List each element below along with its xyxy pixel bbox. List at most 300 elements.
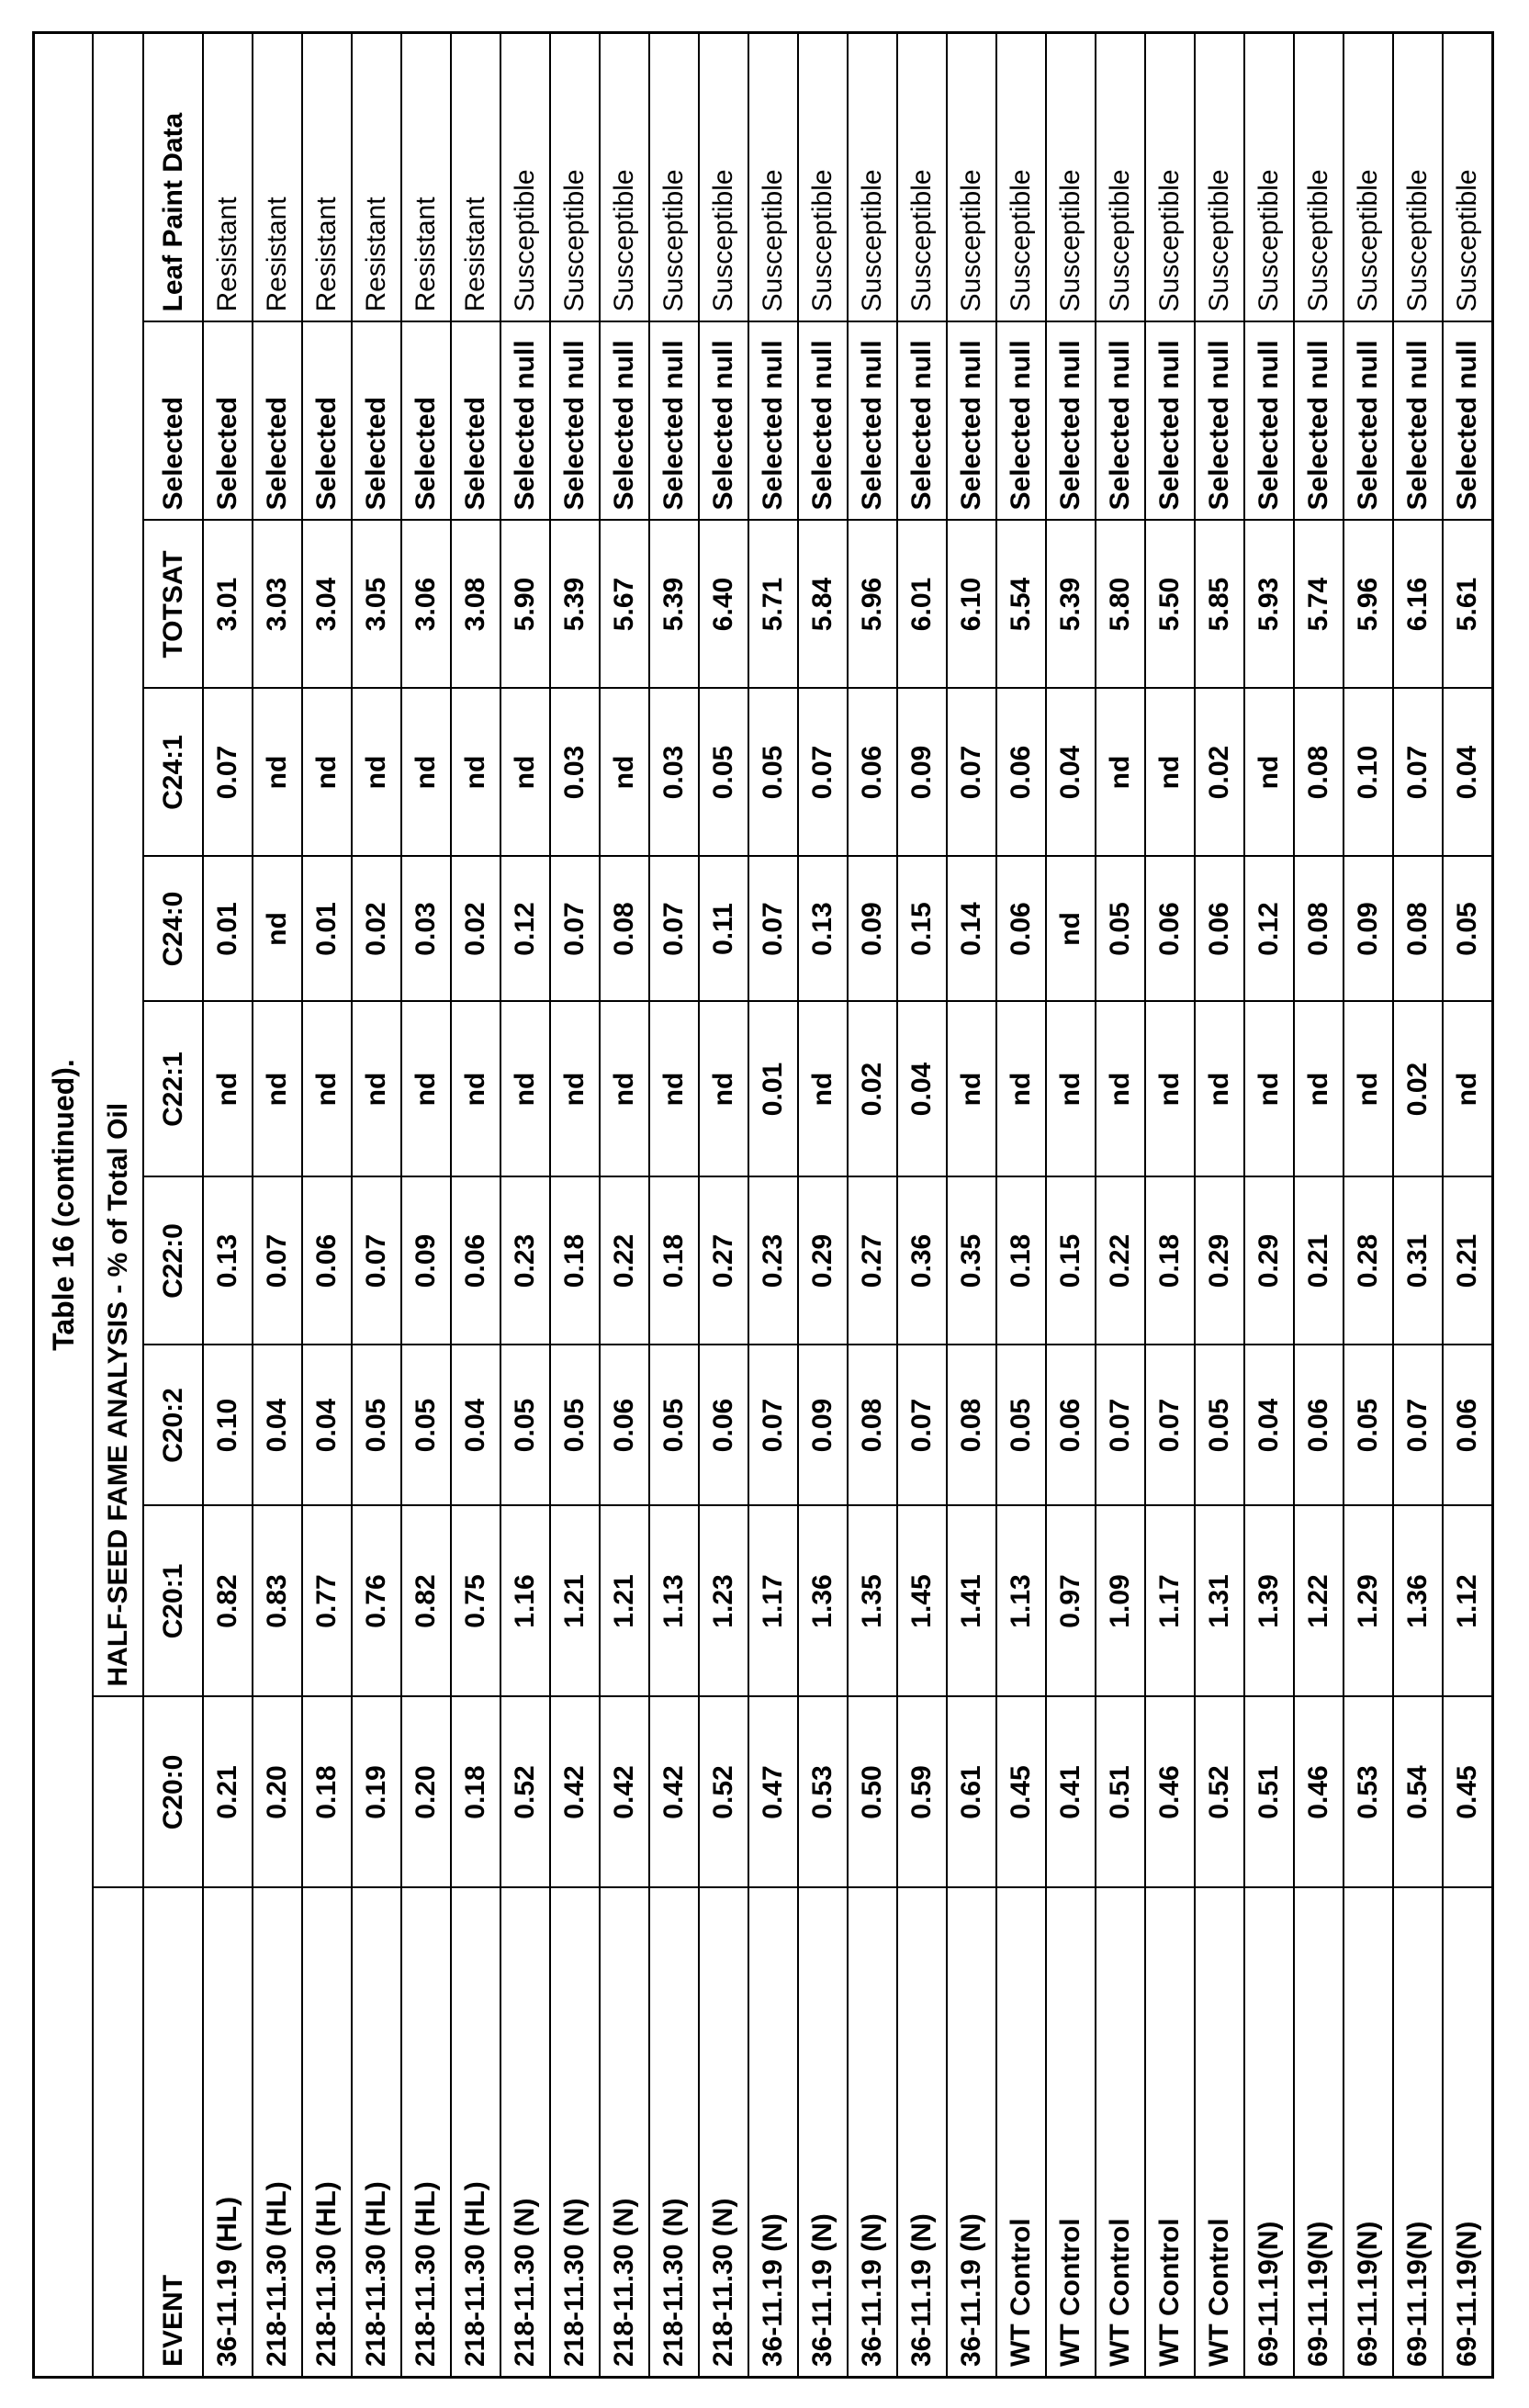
table-cell: 218-11.30 (N) (699, 1888, 748, 2378)
table-cell: 0.02 (848, 1002, 897, 1177)
table-cell: 6.01 (897, 521, 947, 689)
table-cell: 36-11.19 (N) (897, 1888, 947, 2378)
table-cell: 0.04 (1046, 689, 1096, 857)
table-cell: 0.77 (302, 1506, 352, 1697)
table-cell: 0.46 (1294, 1697, 1343, 1888)
table-cell: 0.04 (1443, 689, 1493, 857)
table-cell: 218-11.30 (HL) (302, 1888, 352, 2378)
table-cell: nd (996, 1002, 1046, 1177)
table-cell: nd (1443, 1002, 1493, 1177)
table-cell: Susceptible (1046, 33, 1096, 322)
table-cell: 1.29 (1343, 1506, 1393, 1697)
table-cell: 0.07 (1145, 1345, 1195, 1506)
table-cell: 0.03 (401, 857, 451, 1002)
group-header-empty (93, 1697, 143, 1888)
table-cell: 0.18 (302, 1697, 352, 1888)
table-cell: 0.01 (302, 857, 352, 1002)
table-cell: 5.39 (649, 521, 699, 689)
table-cell: Susceptible (947, 33, 996, 322)
table-cell: Susceptible (1096, 33, 1145, 322)
table-cell: 5.93 (1244, 521, 1294, 689)
table-cell: nd (302, 689, 352, 857)
table-cell: 0.23 (748, 1177, 798, 1345)
table-cell: 0.46 (1145, 1697, 1195, 1888)
table-cell: nd (1343, 1002, 1393, 1177)
table-row (600, 33, 649, 2378)
table-cell: 0.27 (848, 1177, 897, 1345)
table-cell: 0.09 (798, 1345, 848, 1506)
table-cell: 36-11.19 (HL) (203, 1888, 253, 2378)
table-cell: 0.47 (748, 1697, 798, 1888)
table-cell: 0.08 (1294, 857, 1343, 1002)
table-cell: 0.04 (451, 1345, 500, 1506)
table-cell: 0.76 (352, 1506, 401, 1697)
table-row (1046, 33, 1096, 2378)
table-cell: 0.36 (897, 1177, 947, 1345)
table-cell: 0.23 (500, 1177, 550, 1345)
table-cell: 0.05 (1343, 1345, 1393, 1506)
table-cell: 0.06 (1046, 1345, 1096, 1506)
table-cell: Resistant (352, 33, 401, 322)
table-cell: 6.16 (1393, 521, 1443, 689)
table-cell: 0.05 (401, 1345, 451, 1506)
table-cell: nd (1096, 689, 1145, 857)
table-cell: 0.11 (699, 857, 748, 1002)
table-cell: Selected (451, 322, 500, 521)
table-cell: 0.52 (699, 1697, 748, 1888)
table-cell: 0.05 (550, 1345, 600, 1506)
table-cell: 0.06 (600, 1345, 649, 1506)
table-cell: nd (253, 857, 302, 1002)
table-cell: 218-11.30 (N) (600, 1888, 649, 2378)
table-cell: Selected (253, 322, 302, 521)
table-cell: Susceptible (1294, 33, 1343, 322)
table-cell: Selected null (600, 322, 649, 521)
table-cell: Resistant (203, 33, 253, 322)
table-cell: 0.04 (1244, 1345, 1294, 1506)
table-cell: 0.08 (1294, 689, 1343, 857)
table-cell: 0.75 (451, 1506, 500, 1697)
table-cell: 0.07 (897, 1345, 947, 1506)
table-row (897, 33, 947, 2378)
table-cell: Susceptible (996, 33, 1046, 322)
table-cell: 0.22 (600, 1177, 649, 1345)
table-row (798, 33, 848, 2378)
column-header: TOTSAT (143, 521, 203, 689)
group-header-empty (93, 1888, 143, 2378)
table-cell: 0.08 (947, 1345, 996, 1506)
table-cell: 0.04 (897, 1002, 947, 1177)
table-cell: 0.06 (302, 1177, 352, 1345)
table-cell: 1.09 (1096, 1506, 1145, 1697)
table-cell: 218-11.30 (HL) (451, 1888, 500, 2378)
table-cell: 69-11.19(N) (1244, 1888, 1294, 2378)
table-cell: nd (451, 689, 500, 857)
table-cell: nd (302, 1002, 352, 1177)
table-cell: 0.05 (748, 689, 798, 857)
table-cell: 0.06 (699, 1345, 748, 1506)
group-header: HALF-SEED FAME ANALYSIS - % of Total Oil (93, 33, 143, 1697)
table-cell: 1.41 (947, 1506, 996, 1697)
table-cell: 0.07 (1096, 1345, 1145, 1506)
table-cell: 0.02 (451, 857, 500, 1002)
table-cell: 0.21 (1443, 1177, 1493, 1345)
table-cell: 0.02 (1393, 1002, 1443, 1177)
table-cell: Selected null (1195, 322, 1244, 521)
table-cell: 0.45 (996, 1697, 1046, 1888)
table-cell: 0.06 (1195, 857, 1244, 1002)
table-row (203, 33, 253, 2378)
table-cell: 0.04 (302, 1345, 352, 1506)
rotated-table-container (32, 34, 1492, 2379)
table-cell: 0.20 (401, 1697, 451, 1888)
table-cell: 0.31 (1393, 1177, 1443, 1345)
table-cell: nd (600, 689, 649, 857)
table-cell: 0.07 (253, 1177, 302, 1345)
table-cell: Resistant (401, 33, 451, 322)
table-row (1145, 33, 1195, 2378)
table-cell: 0.18 (451, 1697, 500, 1888)
table-cell: 0.42 (550, 1697, 600, 1888)
table-cell: 0.21 (1294, 1177, 1343, 1345)
table-cell: Selected null (996, 322, 1046, 521)
table-cell: WT Control (1096, 1888, 1145, 2378)
table-cell: 0.18 (996, 1177, 1046, 1345)
table-cell: 0.09 (401, 1177, 451, 1345)
table-cell: Selected null (649, 322, 699, 521)
table-cell: Selected null (848, 322, 897, 521)
table-cell: 0.07 (649, 857, 699, 1002)
table-cell: Selected null (1046, 322, 1096, 521)
table-cell: 0.20 (253, 1697, 302, 1888)
table-cell: 0.35 (947, 1177, 996, 1345)
table-cell: 3.04 (302, 521, 352, 689)
table-cell: 0.82 (401, 1506, 451, 1697)
table-cell: nd (401, 1002, 451, 1177)
table-cell: 0.82 (203, 1506, 253, 1697)
table-cell: Resistant (253, 33, 302, 322)
table-cell: Selected null (1294, 322, 1343, 521)
fame-analysis-table (32, 31, 1494, 2379)
table-cell: nd (1046, 1002, 1096, 1177)
table-cell: Selected (203, 322, 253, 521)
table-cell: Susceptible (500, 33, 550, 322)
table-cell: 5.96 (1343, 521, 1393, 689)
table-cell: 0.50 (848, 1697, 897, 1888)
table-cell: 0.83 (253, 1506, 302, 1697)
table-cell: 0.05 (649, 1345, 699, 1506)
table-cell: 0.04 (253, 1345, 302, 1506)
table-cell: Susceptible (1343, 33, 1393, 322)
table-cell: Selected null (947, 322, 996, 521)
table-cell: 0.15 (1046, 1177, 1096, 1345)
table-cell: 0.29 (798, 1177, 848, 1345)
table-cell: 0.06 (1294, 1345, 1343, 1506)
table-cell: 1.21 (600, 1506, 649, 1697)
table-cell: Selected null (500, 322, 550, 521)
table-cell: Susceptible (897, 33, 947, 322)
table-cell: 1.17 (1145, 1506, 1195, 1697)
table-cell: Selected null (699, 322, 748, 521)
table-cell: 0.08 (600, 857, 649, 1002)
table-cell: 0.18 (550, 1177, 600, 1345)
table-cell: 5.85 (1195, 521, 1244, 689)
table-cell: 3.06 (401, 521, 451, 689)
table-cell: 3.03 (253, 521, 302, 689)
table-cell: 0.12 (1244, 857, 1294, 1002)
table-cell: 3.05 (352, 521, 401, 689)
table-cell: 1.35 (848, 1506, 897, 1697)
table-cell: nd (550, 1002, 600, 1177)
table-cell: 0.07 (1393, 689, 1443, 857)
table-cell: nd (1244, 689, 1294, 857)
table-cell: Selected null (798, 322, 848, 521)
table-row (1393, 33, 1443, 2378)
table-cell: nd (1046, 857, 1096, 1002)
table-cell: 0.09 (1343, 857, 1393, 1002)
table-cell: 6.10 (947, 521, 996, 689)
table-cell: 0.27 (699, 1177, 748, 1345)
table-cell: WT Control (996, 1888, 1046, 2378)
table-cell: Susceptible (649, 33, 699, 322)
table-cell: 5.39 (550, 521, 600, 689)
table-cell: 0.07 (203, 689, 253, 857)
table-cell: Susceptible (699, 33, 748, 322)
table-cell: 0.08 (848, 1345, 897, 1506)
column-header: C24:0 (143, 857, 203, 1002)
table-cell: 0.18 (1145, 1177, 1195, 1345)
table-cell: 0.13 (798, 857, 848, 1002)
table-cell: 36-11.19 (N) (798, 1888, 848, 2378)
table-cell: 0.01 (748, 1002, 798, 1177)
table-cell: Susceptible (748, 33, 798, 322)
table-cell: Susceptible (1443, 33, 1493, 322)
table-row (1343, 33, 1393, 2378)
table-cell: 0.51 (1096, 1697, 1145, 1888)
table-cell: nd (253, 1002, 302, 1177)
table-cell: Susceptible (550, 33, 600, 322)
table-cell: 1.31 (1195, 1506, 1244, 1697)
table-cell: 0.97 (1046, 1506, 1096, 1697)
table-cell: nd (1195, 1002, 1244, 1177)
table-row (401, 33, 451, 2378)
table-cell: Selected null (1096, 322, 1145, 521)
table-cell: 1.36 (798, 1506, 848, 1697)
table-cell: 0.19 (352, 1697, 401, 1888)
table-cell: 0.15 (897, 857, 947, 1002)
table-cell: nd (203, 1002, 253, 1177)
table-cell: Selected null (550, 322, 600, 521)
column-header: C24:1 (143, 689, 203, 857)
table-cell: 3.01 (203, 521, 253, 689)
table-cell: 0.02 (1195, 689, 1244, 857)
table-cell: 0.07 (748, 1345, 798, 1506)
table-cell: Selected null (1343, 322, 1393, 521)
table-row (1195, 33, 1244, 2378)
table-cell: 0.05 (1195, 1345, 1244, 1506)
table-cell: 0.03 (649, 689, 699, 857)
table-cell: Selected null (748, 322, 798, 521)
table-row (649, 33, 699, 2378)
table-cell: Susceptible (1244, 33, 1294, 322)
table-cell: 0.42 (600, 1697, 649, 1888)
table-cell: 0.07 (798, 689, 848, 857)
table-cell: 0.28 (1343, 1177, 1393, 1345)
table-cell: 36-11.19 (N) (848, 1888, 897, 2378)
table-cell: 0.05 (996, 1345, 1046, 1506)
table-cell: 5.39 (1046, 521, 1096, 689)
table-cell: 0.01 (203, 857, 253, 1002)
table-cell: nd (1294, 1002, 1343, 1177)
table-cell: 3.08 (451, 521, 500, 689)
column-header: C20:0 (143, 1697, 203, 1888)
table-cell: 69-11.19(N) (1343, 1888, 1393, 2378)
column-header: EVENT (143, 1888, 203, 2378)
table-cell: nd (352, 689, 401, 857)
table-cell: 5.61 (1443, 521, 1493, 689)
table-cell: 218-11.30 (N) (550, 1888, 600, 2378)
table-row (996, 33, 1046, 2378)
table-row (302, 33, 352, 2378)
table-row (848, 33, 897, 2378)
column-header: C20:1 (143, 1506, 203, 1697)
table-cell: 5.74 (1294, 521, 1343, 689)
table-row (352, 33, 401, 2378)
table-cell: nd (500, 689, 550, 857)
table-cell: 0.12 (500, 857, 550, 1002)
table-cell: 1.36 (1393, 1506, 1443, 1697)
column-header: C22:0 (143, 1177, 203, 1345)
table-cell: 0.18 (649, 1177, 699, 1345)
table-cell: 1.21 (550, 1506, 600, 1697)
table-cell: Resistant (302, 33, 352, 322)
table-cell: 0.22 (1096, 1177, 1145, 1345)
table-cell: Susceptible (1145, 33, 1195, 322)
table-cell: 0.42 (649, 1697, 699, 1888)
table-cell: WT Control (1046, 1888, 1096, 2378)
table-cell: Selected null (1145, 322, 1195, 521)
table-cell: Selected (401, 322, 451, 521)
table-cell: nd (500, 1002, 550, 1177)
table-cell: 0.05 (1096, 857, 1145, 1002)
table-cell: 5.71 (748, 521, 798, 689)
table-cell: 218-11.30 (HL) (253, 1888, 302, 2378)
table-cell: 0.09 (897, 689, 947, 857)
table-cell: 1.39 (1244, 1506, 1294, 1697)
table-cell: nd (699, 1002, 748, 1177)
table-cell: 0.10 (203, 1345, 253, 1506)
table-cell: Selected null (1244, 322, 1294, 521)
table-cell: nd (600, 1002, 649, 1177)
table-row (451, 33, 500, 2378)
table-cell: 0.06 (848, 689, 897, 857)
table-cell: Selected (302, 322, 352, 521)
table-cell: Selected null (1393, 322, 1443, 521)
table-cell: nd (649, 1002, 699, 1177)
table-cell: 0.07 (550, 857, 600, 1002)
table-cell: 0.08 (1393, 857, 1443, 1002)
table-cell: 0.09 (848, 857, 897, 1002)
table-cell: 69-11.19(N) (1443, 1888, 1493, 2378)
column-header: Selected (143, 322, 203, 521)
table-cell: 0.52 (1195, 1697, 1244, 1888)
table-cell: 0.05 (500, 1345, 550, 1506)
table-cell: 0.45 (1443, 1697, 1493, 1888)
table-cell: WT Control (1145, 1888, 1195, 2378)
table-cell: 0.06 (1145, 857, 1195, 1002)
table-cell: Susceptible (1195, 33, 1244, 322)
table-cell: 5.54 (996, 521, 1046, 689)
table-cell: Resistant (451, 33, 500, 322)
table-cell: 1.22 (1294, 1506, 1343, 1697)
table-cell: 0.03 (550, 689, 600, 857)
table-cell: 5.80 (1096, 521, 1145, 689)
table-cell: 0.07 (947, 689, 996, 857)
table-cell: Susceptible (848, 33, 897, 322)
table-cell: 0.29 (1195, 1177, 1244, 1345)
table-cell: 0.53 (1343, 1697, 1393, 1888)
table-cell: 6.40 (699, 521, 748, 689)
table-cell: nd (1096, 1002, 1145, 1177)
table-cell: 0.06 (451, 1177, 500, 1345)
table-cell: 0.51 (1244, 1697, 1294, 1888)
table-cell: 1.13 (649, 1506, 699, 1697)
table-cell: nd (451, 1002, 500, 1177)
table-cell: WT Control (1195, 1888, 1244, 2378)
column-header: C22:1 (143, 1002, 203, 1177)
table-cell: 0.52 (500, 1697, 550, 1888)
table-cell: nd (1244, 1002, 1294, 1177)
table-cell: 5.96 (848, 521, 897, 689)
table-cell: nd (798, 1002, 848, 1177)
table-cell: 1.16 (500, 1506, 550, 1697)
table-cell: 1.12 (1443, 1506, 1493, 1697)
table-cell: Susceptible (600, 33, 649, 322)
table-cell: Selected null (1443, 322, 1493, 521)
table-cell: 0.05 (699, 689, 748, 857)
column-header: C20:2 (143, 1345, 203, 1506)
table-cell: 1.13 (996, 1506, 1046, 1697)
table-row (550, 33, 600, 2378)
table-row (1096, 33, 1145, 2378)
table-row (500, 33, 550, 2378)
column-header: Leaf Paint Data (143, 33, 203, 322)
table-cell: 0.13 (203, 1177, 253, 1345)
table-cell: 218-11.30 (N) (500, 1888, 550, 2378)
table-cell: 0.54 (1393, 1697, 1443, 1888)
table-cell: 5.50 (1145, 521, 1195, 689)
table-cell: 0.29 (1244, 1177, 1294, 1345)
table-cell: 0.02 (352, 857, 401, 1002)
table-cell: Selected (352, 322, 401, 521)
table-cell: 218-11.30 (HL) (352, 1888, 401, 2378)
table-row (1443, 33, 1493, 2378)
table-row (1244, 33, 1294, 2378)
table-cell: 36-11.19 (N) (748, 1888, 798, 2378)
table-row (253, 33, 302, 2378)
table-title: Table 16 (continued). (34, 33, 94, 2378)
table-row (699, 33, 748, 2378)
table-cell: 0.59 (897, 1697, 947, 1888)
table-cell: 0.05 (352, 1345, 401, 1506)
table-cell: 0.05 (1443, 857, 1493, 1002)
table-cell: 1.23 (699, 1506, 748, 1697)
table-cell: Susceptible (1393, 33, 1443, 322)
table-cell: 0.21 (203, 1697, 253, 1888)
table-cell: 0.10 (1343, 689, 1393, 857)
table-cell: 0.06 (996, 857, 1046, 1002)
table-cell: 0.07 (352, 1177, 401, 1345)
